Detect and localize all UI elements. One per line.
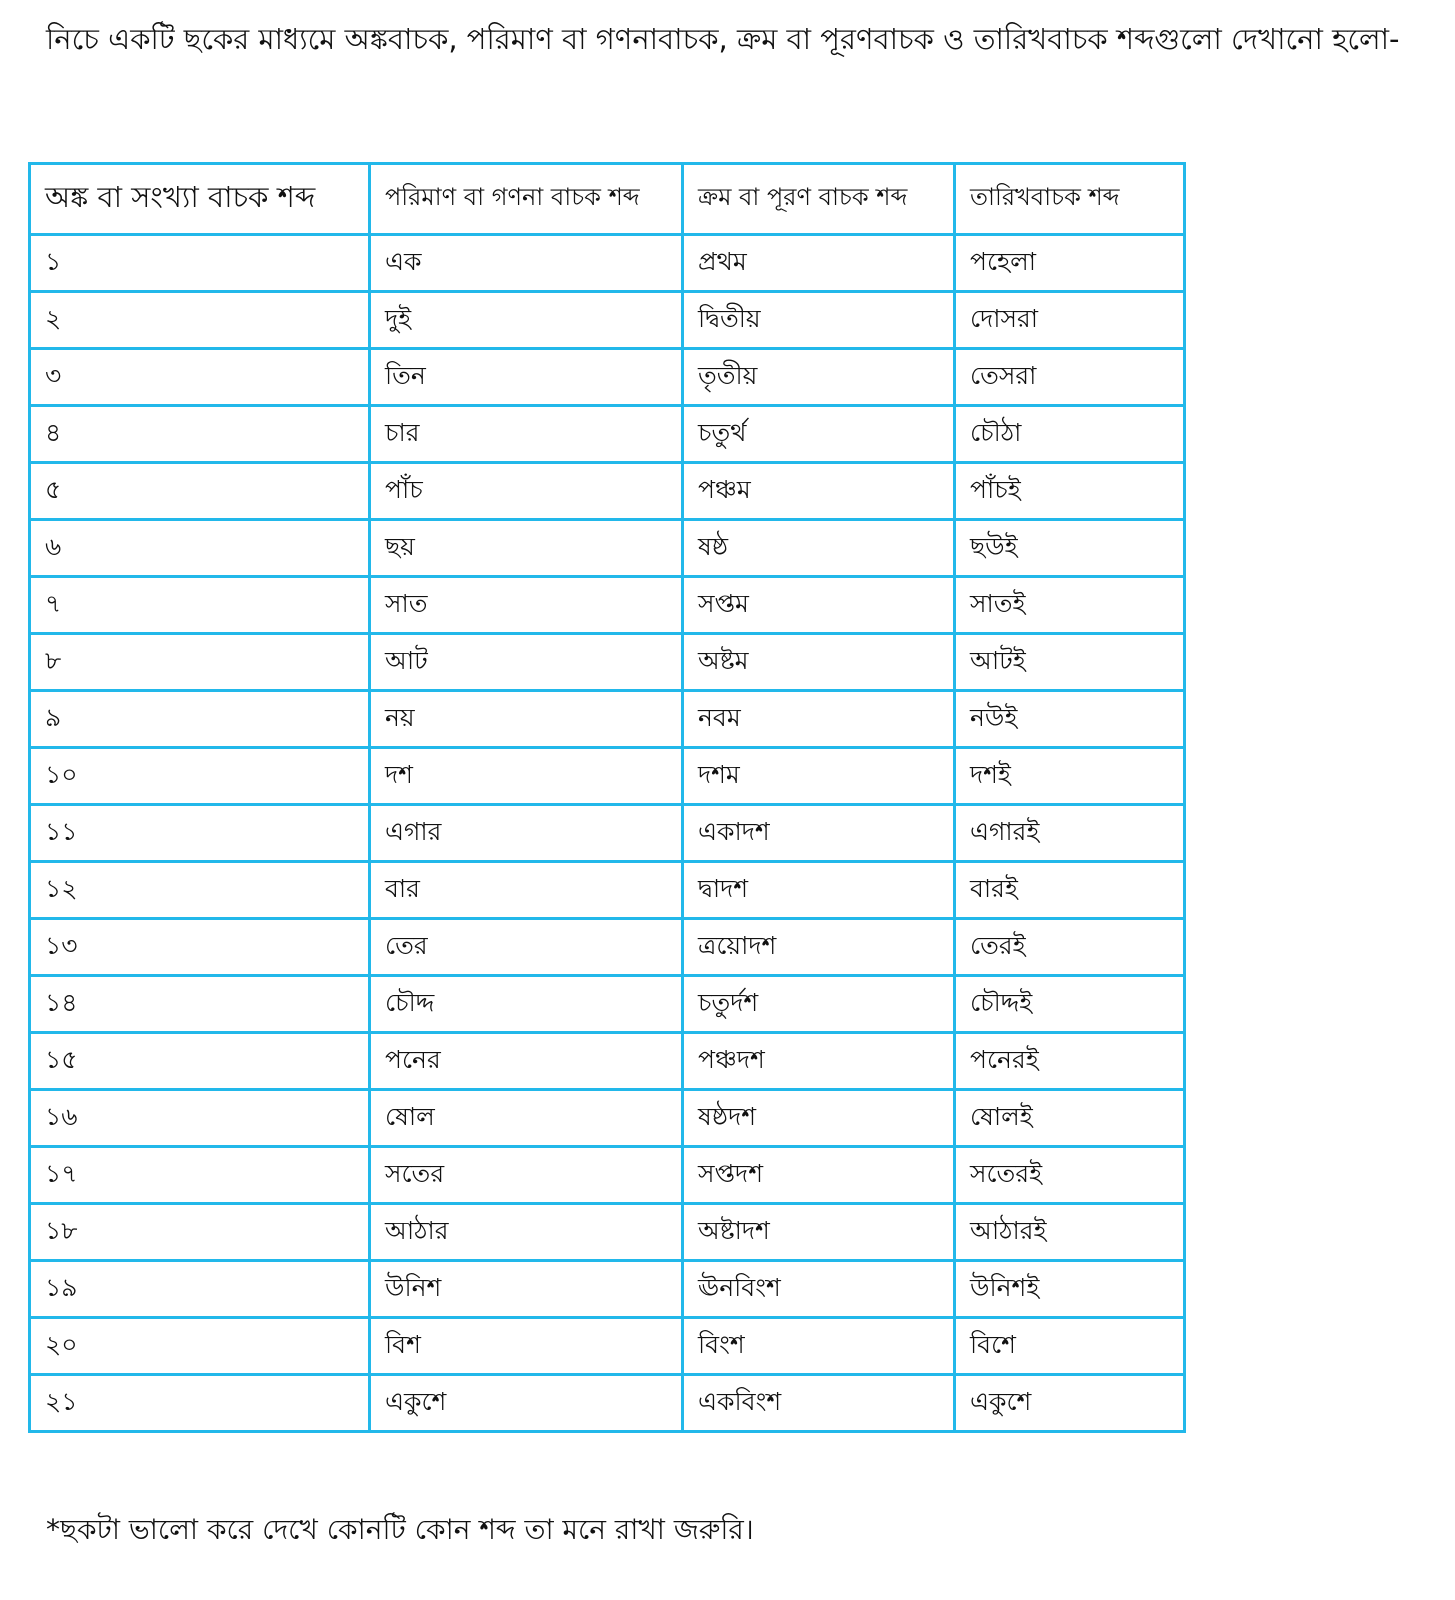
cardinal-cell: আঠার: [370, 1204, 683, 1261]
ordinal-cell: চতুর্থ: [683, 406, 955, 463]
numeral-cell: ১০: [30, 748, 370, 805]
numeral-cell: ১৭: [30, 1147, 370, 1204]
ordinal-cell: নবম: [683, 691, 955, 748]
cardinal-cell: একুশে: [370, 1375, 683, 1432]
date-cell: পহেলা: [955, 235, 1185, 292]
ordinal-cell: অষ্টাদশ: [683, 1204, 955, 1261]
cardinal-cell: দশ: [370, 748, 683, 805]
header-ordinal: ক্রম বা পূরণ বাচক শব্দ: [683, 164, 955, 235]
ordinal-cell: ষষ্ঠদশ: [683, 1090, 955, 1147]
ordinal-cell: ঊনবিংশ: [683, 1261, 955, 1318]
table-row: [30, 748, 1185, 805]
date-cell: এগারই: [955, 805, 1185, 862]
date-cell: আটই: [955, 634, 1185, 691]
table-row: [30, 1318, 1185, 1375]
ordinal-cell: চতুর্দশ: [683, 976, 955, 1033]
numeral-cell: ১১: [30, 805, 370, 862]
table-row: [30, 976, 1185, 1033]
cardinal-cell: ছয়: [370, 520, 683, 577]
ordinal-cell: অষ্টম: [683, 634, 955, 691]
date-cell: ছউই: [955, 520, 1185, 577]
table-row: [30, 292, 1185, 349]
cardinal-cell: উনিশ: [370, 1261, 683, 1318]
table-row: [30, 235, 1185, 292]
table-row: [30, 1204, 1185, 1261]
ordinal-cell: সপ্তম: [683, 577, 955, 634]
ordinal-cell: দশম: [683, 748, 955, 805]
ordinal-cell: প্রথম: [683, 235, 955, 292]
header-numeral: অঙ্ক বা সংখ্যা বাচক শব্দ: [30, 164, 370, 235]
table-row: [30, 862, 1185, 919]
table-row: [30, 634, 1185, 691]
cardinal-cell: তিন: [370, 349, 683, 406]
table-row: [30, 919, 1185, 976]
date-cell: তেরই: [955, 919, 1185, 976]
header-cardinal: পরিমাণ বা গণনা বাচক শব্দ: [370, 164, 683, 235]
date-cell: পাঁচই: [955, 463, 1185, 520]
ordinal-cell: দ্বিতীয়: [683, 292, 955, 349]
date-cell: সাতই: [955, 577, 1185, 634]
table-row: [30, 1090, 1185, 1147]
numeral-cell: ১৬: [30, 1090, 370, 1147]
date-cell: দোসরা: [955, 292, 1185, 349]
numeral-cell: ৬: [30, 520, 370, 577]
header-row: [30, 164, 1185, 235]
intro-paragraph: নিচে একটি ছকের মাধ্যমে অঙ্কবাচক, পরিমাণ বা গণনাবাচক, ক্রম বা পূরণবাচক ও তারিখবাচক শব্দগুলো দেখানো হলো-: [46, 22, 1400, 56]
date-cell: ষোলই: [955, 1090, 1185, 1147]
table-row: [30, 349, 1185, 406]
ordinal-cell: বিংশ: [683, 1318, 955, 1375]
cardinal-cell: সাত: [370, 577, 683, 634]
numeral-cell: ২০: [30, 1318, 370, 1375]
table-row: [30, 1375, 1185, 1432]
ordinal-cell: একাদশ: [683, 805, 955, 862]
date-cell: তেসরা: [955, 349, 1185, 406]
cardinal-cell: চার: [370, 406, 683, 463]
table-header: [30, 164, 1185, 235]
table-row: [30, 406, 1185, 463]
ordinal-cell: একবিংশ: [683, 1375, 955, 1432]
table-row: [30, 805, 1185, 862]
cardinal-cell: বিশ: [370, 1318, 683, 1375]
table-row: [30, 691, 1185, 748]
date-cell: বারই: [955, 862, 1185, 919]
table-row: [30, 520, 1185, 577]
numeral-cell: ১: [30, 235, 370, 292]
numeral-cell: ২: [30, 292, 370, 349]
ordinal-cell: তৃতীয়: [683, 349, 955, 406]
table-row: [30, 1261, 1185, 1318]
cardinal-cell: এগার: [370, 805, 683, 862]
ordinal-cell: দ্বাদশ: [683, 862, 955, 919]
numeral-cell: ১২: [30, 862, 370, 919]
numeral-cell: ৮: [30, 634, 370, 691]
date-cell: বিশে: [955, 1318, 1185, 1375]
date-cell: দশই: [955, 748, 1185, 805]
footnote: *ছকটা ভালো করে দেখে কোনটি কোন শব্দ তা মনে রাখা জরুরি।: [46, 1513, 754, 1546]
date-cell: একুশে: [955, 1375, 1185, 1432]
numeral-cell: ১৯: [30, 1261, 370, 1318]
date-cell: চৌদ্দই: [955, 976, 1185, 1033]
numeral-cell: ১৪: [30, 976, 370, 1033]
table-body: [30, 235, 1185, 1432]
number-words-table-container: [28, 162, 1183, 1433]
ordinal-cell: পঞ্চদশ: [683, 1033, 955, 1090]
table-row: [30, 577, 1185, 634]
cardinal-cell: নয়: [370, 691, 683, 748]
cardinal-cell: দুই: [370, 292, 683, 349]
date-cell: সতেরই: [955, 1147, 1185, 1204]
date-cell: উনিশই: [955, 1261, 1185, 1318]
numeral-cell: ২১: [30, 1375, 370, 1432]
numeral-cell: ১৮: [30, 1204, 370, 1261]
cardinal-cell: সতের: [370, 1147, 683, 1204]
numeral-cell: ৩: [30, 349, 370, 406]
ordinal-cell: ত্রয়োদশ: [683, 919, 955, 976]
header-date: তারিখবাচক শব্দ: [955, 164, 1185, 235]
cardinal-cell: এক: [370, 235, 683, 292]
date-cell: আঠারই: [955, 1204, 1185, 1261]
table-row: [30, 1147, 1185, 1204]
ordinal-cell: ষষ্ঠ: [683, 520, 955, 577]
numeral-cell: ১৩: [30, 919, 370, 976]
number-words-table: [28, 162, 1186, 1433]
table-row: [30, 463, 1185, 520]
numeral-cell: ১৫: [30, 1033, 370, 1090]
cardinal-cell: পাঁচ: [370, 463, 683, 520]
ordinal-cell: সপ্তদশ: [683, 1147, 955, 1204]
cardinal-cell: তের: [370, 919, 683, 976]
cardinal-cell: বার: [370, 862, 683, 919]
cardinal-cell: চৌদ্দ: [370, 976, 683, 1033]
cardinal-cell: আট: [370, 634, 683, 691]
cardinal-cell: ষোল: [370, 1090, 683, 1147]
table-row: [30, 1033, 1185, 1090]
date-cell: নউই: [955, 691, 1185, 748]
numeral-cell: ৯: [30, 691, 370, 748]
date-cell: পনেরই: [955, 1033, 1185, 1090]
numeral-cell: ৭: [30, 577, 370, 634]
date-cell: চৌঠা: [955, 406, 1185, 463]
ordinal-cell: পঞ্চম: [683, 463, 955, 520]
numeral-cell: ৪: [30, 406, 370, 463]
cardinal-cell: পনের: [370, 1033, 683, 1090]
numeral-cell: ৫: [30, 463, 370, 520]
